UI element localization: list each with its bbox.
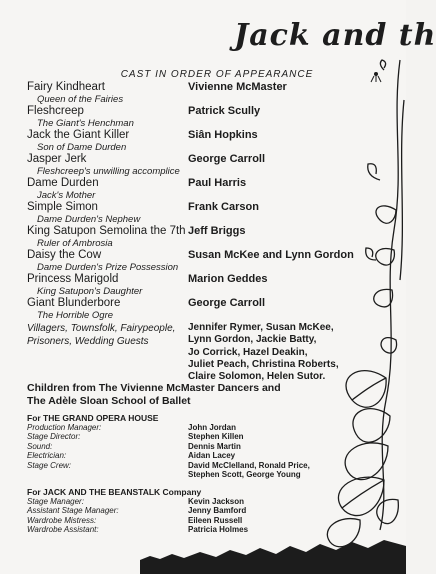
crew-name: Patricia Holmes (188, 525, 249, 535)
cast-actor: George Carroll (188, 297, 266, 309)
crew-name: Stephen Scott, George Young (188, 470, 301, 480)
cast-role: Fairy Kindheart (27, 81, 105, 93)
cast-role: King Satupon Semolina the 7th (27, 225, 186, 237)
cast-role-description: Jack's Mother (37, 190, 96, 201)
cast-role-description: King Satupon's Daughter (37, 286, 143, 297)
beanstalk-tendril (380, 60, 385, 70)
crew-role: Wardrobe Mistress: (27, 515, 97, 525)
cast-actor: Patrick Scully (188, 105, 261, 117)
ensemble-role-line: Villagers, Townsfolk, Fairypeople, (27, 323, 176, 334)
children-credit-line: The Adèle Sloan School of Ballet (27, 395, 191, 407)
children-credit (27, 382, 281, 408)
cast-actor: Vivienne McMaster (188, 81, 287, 93)
crew-name: Jenny Bamford (188, 506, 247, 516)
cast-role-description: Dame Durden's Prize Possession (37, 262, 179, 273)
crew-name: Dennis Martin (188, 441, 241, 451)
beanstalk-leaf (376, 206, 396, 223)
opera-house-roles (27, 423, 101, 470)
cast-actor: Marion Geddes (188, 273, 268, 285)
cast-role-description: Son of Dame Durden (37, 142, 127, 153)
crew-role: Assistant Stage Manager: (27, 506, 119, 516)
beanstalk-illustration (300, 60, 406, 574)
cast-role: Daisy the Cow (27, 249, 102, 261)
crew-role: Wardrobe Assistant: (27, 525, 99, 535)
cast-role-description: Fleshcreep's unwilling accomplice (37, 166, 180, 177)
ensemble-actor-line: Juliet Peach, Christina Roberts, (188, 358, 339, 370)
opera-house-heading: For THE GRAND OPERA HOUSE (27, 413, 159, 423)
beanstalk-leaf (327, 519, 360, 547)
company-roles (27, 497, 119, 535)
ensemble-actor-line: Jennifer Rymer, Susan McKee, (188, 322, 334, 333)
cast-role: Fleshcreep (27, 105, 84, 117)
beanstalk-stem (380, 60, 400, 530)
cast-role: Princess Marigold (27, 273, 119, 285)
company-heading: For JACK AND THE BEANSTALK Company (27, 487, 202, 497)
ensemble-actor-line: Claire Solomon, Helen Sutor. (188, 371, 326, 383)
programme-title: Jack and th (234, 18, 436, 53)
crew-name: John Jordan (188, 423, 237, 432)
cast-role: Jasper Jerk (27, 153, 87, 165)
crew-name: Eileen Russell (188, 515, 243, 525)
ensemble-actor-line: Lynn Gordon, Jackie Batty, (188, 334, 317, 346)
beanstalk-stem (400, 100, 404, 280)
beanstalk-tendril (366, 248, 376, 260)
ensemble-roles (27, 322, 175, 348)
cast-role-description: Queen of the Fairies (37, 94, 124, 105)
beanstalk-leaf (345, 443, 388, 480)
crew-role: Sound: (27, 441, 53, 451)
cast-heading: CAST IN ORDER OF APPEARANCE (120, 69, 314, 80)
cast-role-description: The Horrible Ogre (37, 310, 114, 321)
ensemble-role-line: Prisoners, Wedding Guests (27, 336, 149, 347)
cast-actor: Frank Carson (188, 201, 259, 213)
crew-role: Stage Crew: (27, 460, 72, 470)
cast-role: Giant Blunderbore (27, 297, 121, 309)
crew-name: David McClelland, Ronald Price, (188, 460, 310, 470)
giant-figure (374, 72, 378, 76)
beanstalk-leaf (346, 371, 386, 408)
crew-role: Stage Director: (27, 432, 81, 442)
cast-role-description: Dame Durden's Nephew (37, 214, 141, 225)
crew-name: Aidan Lacey (188, 451, 236, 461)
cast-actor: Jeff Briggs (188, 225, 246, 237)
giant-figure (371, 76, 381, 82)
cast-actor: Paul Harris (188, 177, 247, 189)
cast-actor: Susan McKee and Lynn Gordon (188, 249, 354, 261)
cast-role: Simple Simon (27, 201, 98, 213)
cast-role-description: Ruler of Ambrosia (37, 238, 113, 249)
beanstalk-tendril (368, 164, 380, 180)
children-credit-line: Children from The Vivienne McMaster Dancers and (27, 382, 281, 394)
crew-role: Stage Manager: (27, 497, 84, 506)
cast-role: Jack the Giant Killer (27, 129, 130, 141)
opera-house-names (188, 423, 310, 479)
cast-actor: Siân Hopkins (188, 129, 258, 141)
company-names (188, 497, 248, 535)
cast-role-description: The Giant's Henchman (37, 118, 134, 129)
beanstalk-leaf (381, 338, 396, 353)
ground-silhouette (140, 540, 406, 574)
ensemble-actor-line: Jo Corrick, Hazel Deakin, (188, 346, 308, 358)
beanstalk-leaf (352, 378, 386, 400)
beanstalk-leaf (342, 480, 384, 508)
beanstalk-leaf (377, 499, 399, 523)
crew-role: Electrician: (27, 451, 67, 461)
crew-name: Kevin Jackson (188, 497, 245, 506)
cast-actor: George Carroll (188, 153, 266, 165)
cast-role: Dame Durden (27, 177, 99, 189)
crew-name: Stephen Killen (188, 432, 244, 442)
crew-role: Production Manager: (27, 423, 102, 432)
